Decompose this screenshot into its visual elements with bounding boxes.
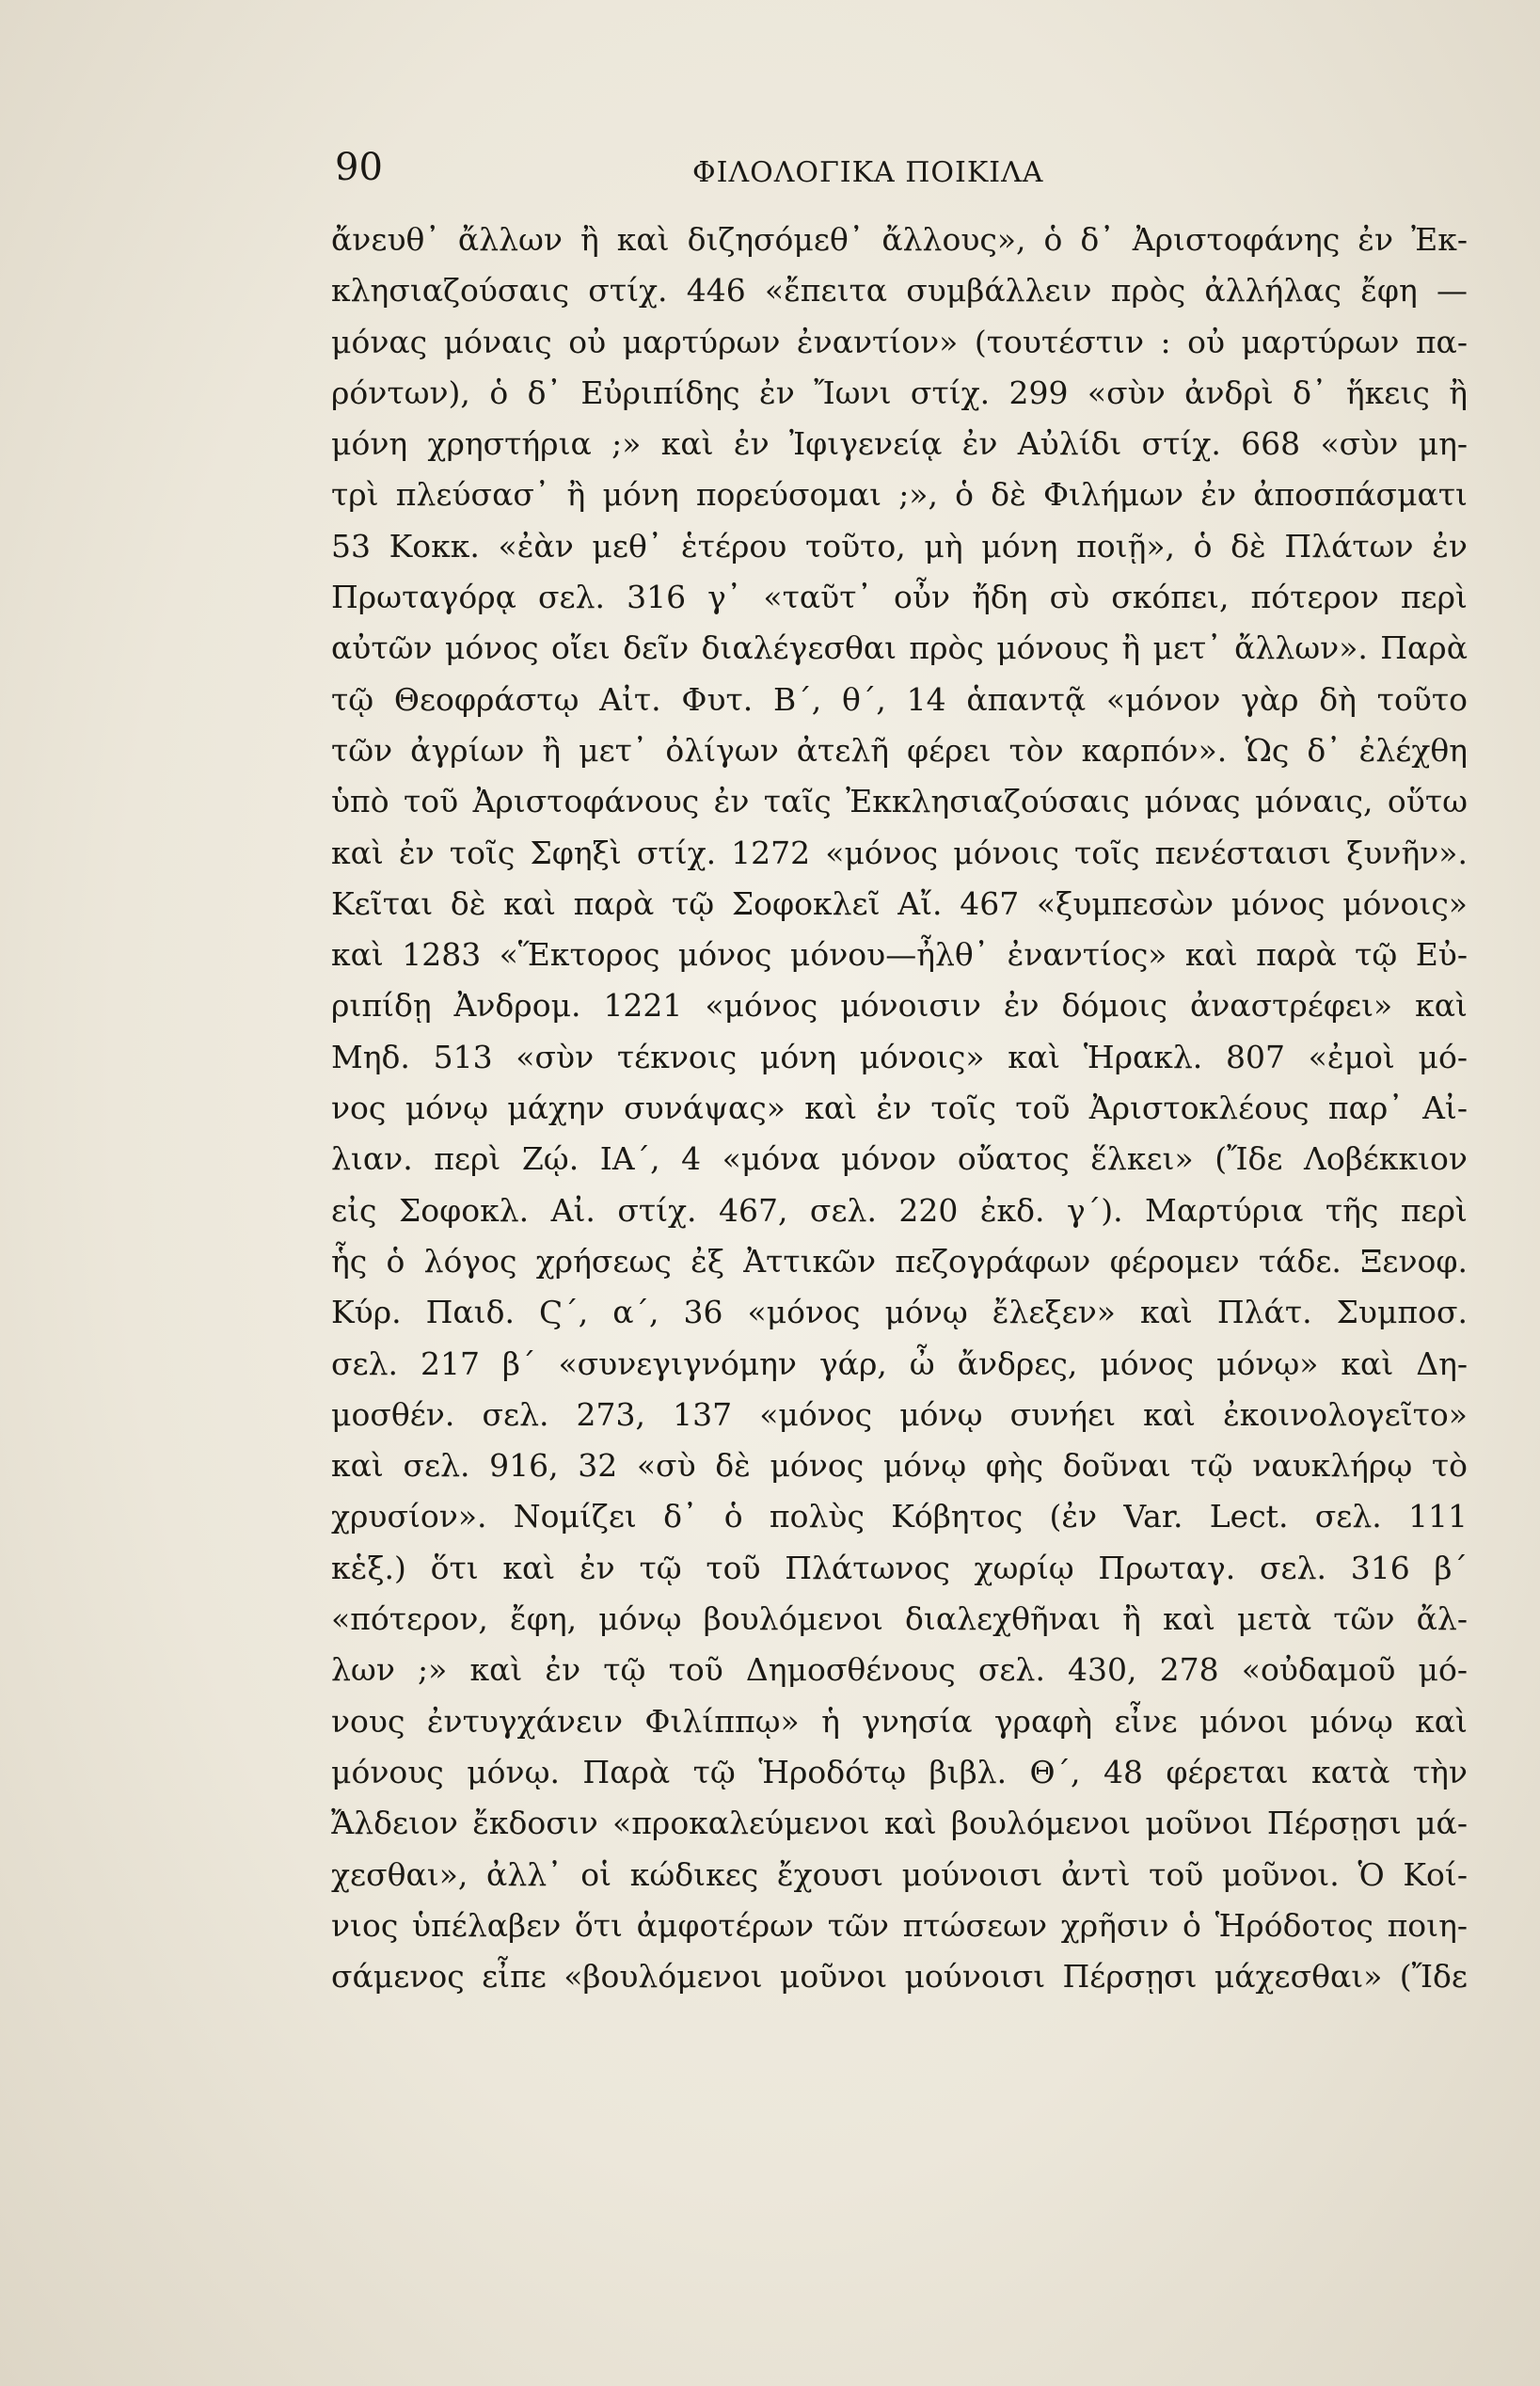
text-line: μόνη χρηστήρια ;» καὶ ἐν Ἰφιγενείᾳ ἐν Αὐλίδι στίχ. 668 «σὺν μη- — [331, 425, 1468, 463]
text-line: ἄνευθ᾽ ἄλλων ἢ καὶ διζησόμεθ᾽ ἄλλους», ὁ δ᾽ Ἀριστοφάνης ἐν Ἐκ- — [331, 221, 1468, 258]
text-line: εἰς Σοφοκλ. Αἰ. στίχ. 467, σελ. 220 ἐκδ. γ΄). Μαρτύρια τῆς περὶ — [331, 1191, 1468, 1229]
text-line: σάμενος εἶπε «βουλόμενοι μοῦνοι μούνοισι Πέρσῃσι μάχεσθαι» (Ἴδε — [331, 1958, 1468, 1996]
text-line: ἧς ὁ λόγος χρήσεως ἐξ Ἀττικῶν πεζογράφων φέρομεν τάδε. Ξενοφ. — [331, 1242, 1468, 1280]
text-line: Μηδ. 513 «σὺν τέκνοις μόνη μόνοις» καὶ Ἡρακλ. 807 «ἐμοὶ μό- — [331, 1038, 1468, 1075]
text-line: μόνας μόναις οὐ μαρτύρων ἐναντίον» (τουτέστιν : οὐ μαρτύρων πα- — [331, 323, 1468, 360]
text-line: χεσθαι», ἀλλ᾽ οἱ κώδικες ἔχουσι μούνοισι ἀντὶ τοῦ μοῦνοι. Ὁ Κοί- — [331, 1855, 1468, 1893]
text-line: ρόντων), ὁ δ᾽ Εὐριπίδης ἐν Ἴωνι στίχ. 299 «σὺν ἀνδρὶ δ᾽ ἥκεις ἢ — [331, 374, 1468, 411]
text-line: ὑπὸ τοῦ Ἀριστοφάνους ἐν ταῖς Ἐκκλησιαζούσαις μόνας μόναις, οὕτω — [331, 783, 1468, 820]
text-line: κλησιαζούσαις στίχ. 446 «ἔπειτα συμβάλλειν πρὸς ἀλλήλας ἔφη — — [331, 272, 1468, 310]
text-line: λων ;» καὶ ἐν τῷ τοῦ Δημοσθένους σελ. 430, 278 «οὐδαμοῦ μό- — [331, 1651, 1468, 1689]
text-line: νος μόνῳ μάχην συνάψας» καὶ ἐν τοῖς τοῦ Ἀριστοκλέους παρ᾽ Αἰ- — [331, 1090, 1468, 1127]
text-line: αὐτῶν μόνος οἴει δεῖν διαλέγεσθαι πρὸς μόνους ἢ μετ᾽ ἄλλων». Παρὰ — [331, 629, 1468, 667]
text-line: σελ. 217 β΄ «συνεγιγνόμην γάρ, ὦ ἄνδρες, μόνος μόνῳ» καὶ Δη- — [331, 1344, 1468, 1382]
text-line: μόνους μόνῳ. Παρὰ τῷ Ἡροδότῳ βιβλ. Θ΄, 48 φέρεται κατὰ τὴν — [331, 1753, 1468, 1790]
text-line: τῶν ἀγρίων ἢ μετ᾽ ὀλίγων ἀτελῆ φέρει τὸν καρπόν». Ὡς δ᾽ ἐλέχθη — [331, 731, 1468, 769]
body-text — [331, 215, 1468, 2002]
text-line: 53 Κοκκ. «ἐὰν μεθ᾽ ἑτέρου τοῦτο, μὴ μόνη ποιῇ», ὁ δὲ Πλάτων ἐν — [331, 527, 1468, 565]
text-line: Πρωταγόρᾳ σελ. 316 γ᾽ «ταῦτ᾽ οὖν ἤδη σὺ σκόπει, πότερον περὶ — [331, 579, 1468, 616]
page-number: 90 — [335, 146, 383, 189]
text-line: λιαν. περὶ Ζῴ. ΙΑ΄, 4 «μόνα μόνον οὔατος ἕλκει» (Ἴδε Λοβέκκιον — [331, 1140, 1468, 1178]
text-line: Ἄλδειον ἔκδοσιν «προκαλεύμενοι καὶ βουλόμενοι μοῦνοι Πέρσῃσι μά- — [331, 1805, 1468, 1842]
text-line: τρὶ πλεύσασ᾽ ἢ μόνη πορεύσομαι ;», ὁ δὲ Φιλήμων ἐν ἀποσπάσματι — [331, 476, 1468, 514]
page-header — [335, 139, 1144, 196]
text-line: νιος ὑπέλαβεν ὅτι ἀμφοτέρων τῶν πτώσεων χρῆσιν ὁ Ἡρόδοτος ποιη- — [331, 1906, 1468, 1944]
text-line: μοσθέν. σελ. 273, 137 «μόνος μόνῳ συνήει καὶ ἐκοινολογεῖτο» — [331, 1395, 1468, 1433]
text-line: Κύρ. Παιδ. Ϛ΄, α΄, 36 «μόνος μόνῳ ἔλεξεν» καὶ Πλάτ. Συμποσ. — [331, 1294, 1468, 1331]
text-line: τῷ Θεοφράστῳ Αἰτ. Φυτ. Β΄, θ΄, 14 ἁπαντᾷ «μόνον γὰρ δὴ τοῦτο — [331, 680, 1468, 718]
text-line: καὶ 1283 «Ἕκτορος μόνος μόνου—ἦλθ᾽ ἐναντίος» καὶ παρὰ τῷ Εὐ- — [331, 936, 1468, 974]
text-line: καὶ ἐν τοῖς Σφηξὶ στίχ. 1272 «μόνος μόνοις τοῖς πενέσταισι ξυνῆν». — [331, 834, 1468, 871]
text-line: κἑξ.) ὅτι καὶ ἐν τῷ τοῦ Πλάτωνος χωρίῳ Πρωταγ. σελ. 316 β΄ — [331, 1549, 1468, 1586]
text-line: ριπίδῃ Ἀνδρομ. 1221 «μόνος μόνοισιν ἐν δόμοις ἀναστρέφει» καὶ — [331, 987, 1468, 1025]
text-line: «πότερον, ἔφη, μόνῳ βουλόμενοι διαλεχθῆναι ἢ καὶ μετὰ τῶν ἄλ- — [331, 1600, 1468, 1638]
text-line: χρυσίον». Νομίζει δ᾽ ὁ πολὺς Κόβητος (ἐν Var. Lect. σελ. 111 — [331, 1498, 1468, 1535]
text-line: καὶ σελ. 916, 32 «σὺ δὲ μόνος μόνῳ φὴς δοῦναι τῷ ναυκλήρῳ τὸ — [331, 1447, 1468, 1485]
text-line: Κεῖται δὲ καὶ παρὰ τῷ Σοφοκλεῖ Αἴ. 467 «ξυμπεσὼν μόνος μόνοις» — [331, 884, 1468, 922]
text-line: νους ἐντυγχάνειν Φιλίππῳ» ἡ γνησία γραφὴ εἶνε μόνοι μόνῳ καὶ — [331, 1702, 1468, 1740]
running-title: ΦΙΛΟΛΟΓΙΚΑ ΠΟΙΚΙΛΑ — [692, 156, 1044, 189]
